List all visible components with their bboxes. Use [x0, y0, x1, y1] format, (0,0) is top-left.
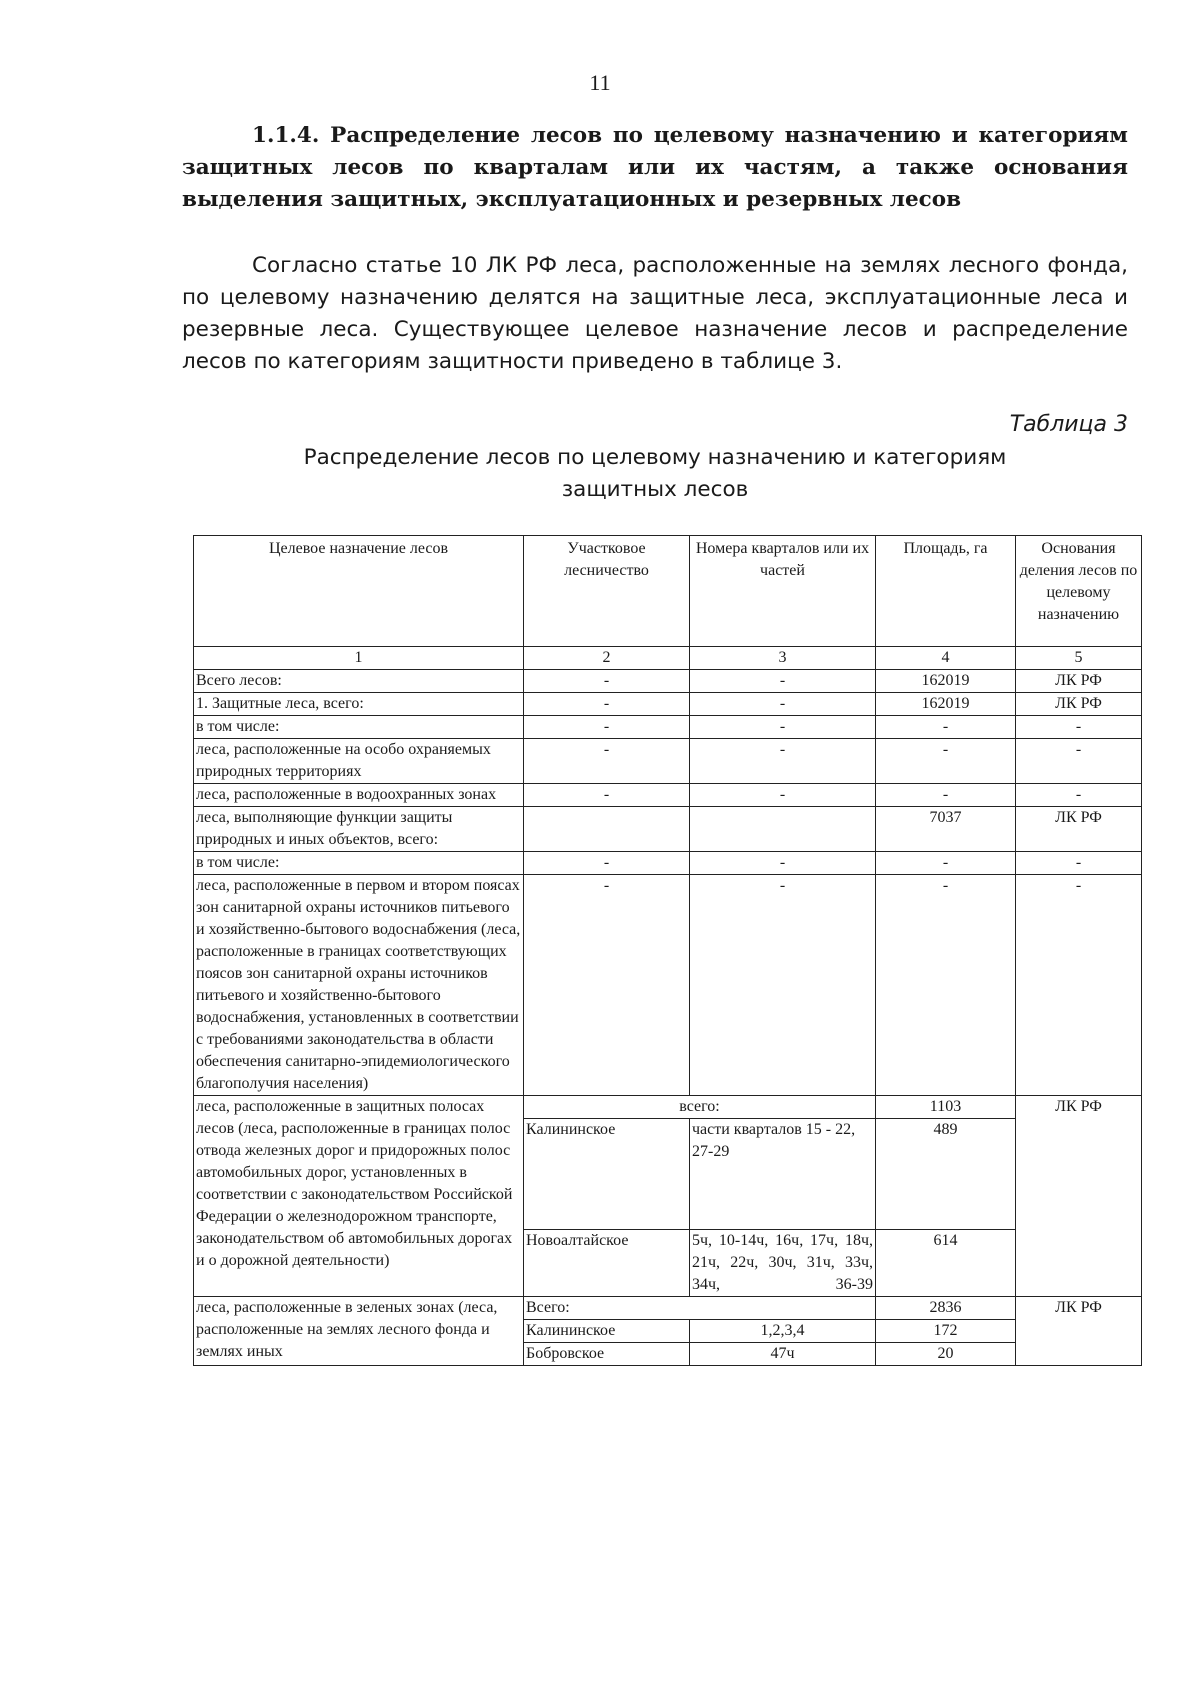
row-basis: ЛК РФ [1016, 807, 1142, 852]
green-zones-basis: ЛК РФ [1016, 1297, 1142, 1366]
green-zones-total-area: 2836 [876, 1297, 1016, 1320]
table-row [194, 1096, 1142, 1119]
table-row [194, 784, 1142, 807]
row-forestry: - [524, 852, 690, 875]
row-basis: ЛК РФ [1016, 670, 1142, 693]
header-basis: Основания деления лесов по целевому назначению [1016, 536, 1142, 647]
row-area: - [876, 852, 1016, 875]
column-number: 2 [524, 647, 690, 670]
subrow-quarters: 47ч [690, 1343, 876, 1366]
row-area: 162019 [876, 693, 1016, 716]
protective-strips-total-area: 1103 [876, 1096, 1016, 1119]
subrow-area: 489 [876, 1119, 1016, 1230]
table-label: Таблица 3 [1009, 412, 1128, 437]
row-purpose: в том числе: [194, 852, 524, 875]
header-quarters: Номера кварталов или их частей [690, 536, 876, 647]
row-quarters: - [690, 716, 876, 739]
row-area: 162019 [876, 670, 1016, 693]
table-row [194, 716, 1142, 739]
page-number: 11 [589, 70, 611, 95]
row-forestry: - [524, 739, 690, 784]
row-purpose: леса, расположенные на особо охраняемых природных территориях [194, 739, 524, 784]
table-row [194, 852, 1142, 875]
header-purpose: Целевое назначение лесов [194, 536, 524, 647]
green-zones-total-label: Всего: [524, 1297, 876, 1320]
subrow-area: 172 [876, 1320, 1016, 1343]
subrow-forestry: Новоалтайское [524, 1230, 690, 1297]
row-area: - [876, 739, 1016, 784]
row-area: 7037 [876, 807, 1016, 852]
row-basis: ЛК РФ [1016, 693, 1142, 716]
green-zones-purpose: леса, расположенные в зеленых зонах (леса, расположенные на землях лесного фонда и землях иных [194, 1297, 524, 1366]
column-number: 1 [194, 647, 524, 670]
protective-strips-total-label: всего: [524, 1096, 876, 1119]
table-row [194, 875, 1142, 1096]
row-quarters [690, 807, 876, 852]
row-area: - [876, 875, 1016, 1096]
subrow-area: 20 [876, 1343, 1016, 1366]
table-caption-line-2: защитных лесов [561, 477, 749, 502]
row-basis: - [1016, 852, 1142, 875]
subrow-quarters: 1,2,3,4 [690, 1320, 876, 1343]
row-basis: - [1016, 784, 1142, 807]
subrow-quarters: 5ч, 10-14ч, 16ч, 17ч, 18ч, 21ч, 22ч, 30ч, 31ч, 33ч, 34ч, 36-39 [690, 1230, 876, 1297]
row-purpose: Всего лесов: [194, 670, 524, 693]
table-caption-line-1: Распределение лесов по целевому назначению и категориям [303, 445, 1007, 470]
table-row [194, 693, 1142, 716]
row-forestry [524, 807, 690, 852]
row-basis: - [1016, 875, 1142, 1096]
row-area: - [876, 784, 1016, 807]
row-quarters: - [690, 784, 876, 807]
subrow-forestry: Бобровское [524, 1343, 690, 1366]
column-number: 4 [876, 647, 1016, 670]
row-forestry: - [524, 670, 690, 693]
row-quarters: - [690, 693, 876, 716]
row-purpose: в том числе: [194, 716, 524, 739]
row-purpose: леса, расположенные в водоохранных зонах [194, 784, 524, 807]
row-quarters: - [690, 875, 876, 1096]
row-basis: - [1016, 739, 1142, 784]
column-number: 3 [690, 647, 876, 670]
row-quarters: - [690, 670, 876, 693]
row-forestry: - [524, 784, 690, 807]
subrow-forestry: Калининское [524, 1119, 690, 1230]
table-row [194, 1297, 1142, 1320]
row-purpose: леса, расположенные в первом и втором поясах зон санитарной охраны источников питьевого и хозяйственно-бытового водоснабжения (леса, расположенные в границах соответствующих поясов зон санитарной охраны источников питьевого и хозяйственно-бытового водоснабжения, установленных в соответствии с требованиями законодательства в области обеспечения санитарно-эпидемиологического благополучия населения) [194, 875, 524, 1096]
column-number: 5 [1016, 647, 1142, 670]
row-purpose: 1. Защитные леса, всего: [194, 693, 524, 716]
column-numbers-row [194, 647, 1142, 670]
protective-strips-basis: ЛК РФ [1016, 1096, 1142, 1297]
header-forestry: Участковое лесничество [524, 536, 690, 647]
row-area: - [876, 716, 1016, 739]
protective-strips-purpose: леса, расположенные в защитных полосах лесов (леса, расположенные в границах полос отвода железных дорог и придорожных полос автомобильных дорог, установленных в соответствии с законодательством Российской Федерации о железнодорожном транспорте, законодательством об автомобильных дорогах и о дорожной деятельности) [194, 1096, 524, 1297]
row-forestry: - [524, 716, 690, 739]
table-row [194, 739, 1142, 784]
table-caption [182, 442, 1128, 506]
table-row [194, 670, 1142, 693]
forest-distribution-table [193, 535, 1142, 1366]
row-purpose: леса, выполняющие функции защиты природных и иных объектов, всего: [194, 807, 524, 852]
subrow-area: 614 [876, 1230, 1016, 1297]
row-quarters: - [690, 852, 876, 875]
table-header-row [194, 536, 1142, 647]
section-heading: 1.1.4. Распределение лесов по целевому назначению и категориям защитных лесов по кварталам или их частям, а также основания выделения защитных, эксплуатационных и резервных лесов [182, 123, 1128, 212]
row-quarters: - [690, 739, 876, 784]
row-forestry: - [524, 875, 690, 1096]
header-area: Площадь, га [876, 536, 1016, 647]
subrow-quarters: части кварталов 15 - 22, 27-29 [690, 1119, 876, 1230]
row-basis: - [1016, 716, 1142, 739]
subrow-forestry: Калининское [524, 1320, 690, 1343]
table-row [194, 807, 1142, 852]
row-forestry: - [524, 693, 690, 716]
body-paragraph: Согласно статье 10 ЛК РФ леса, расположенные на землях лесного фонда, по целевому назначению делятся на защитные леса, эксплуатационные леса и резервные леса. Существующее целевое назначение лесов и распределение лесов по категориям защитности приведено в таблице 3. [182, 253, 1128, 374]
